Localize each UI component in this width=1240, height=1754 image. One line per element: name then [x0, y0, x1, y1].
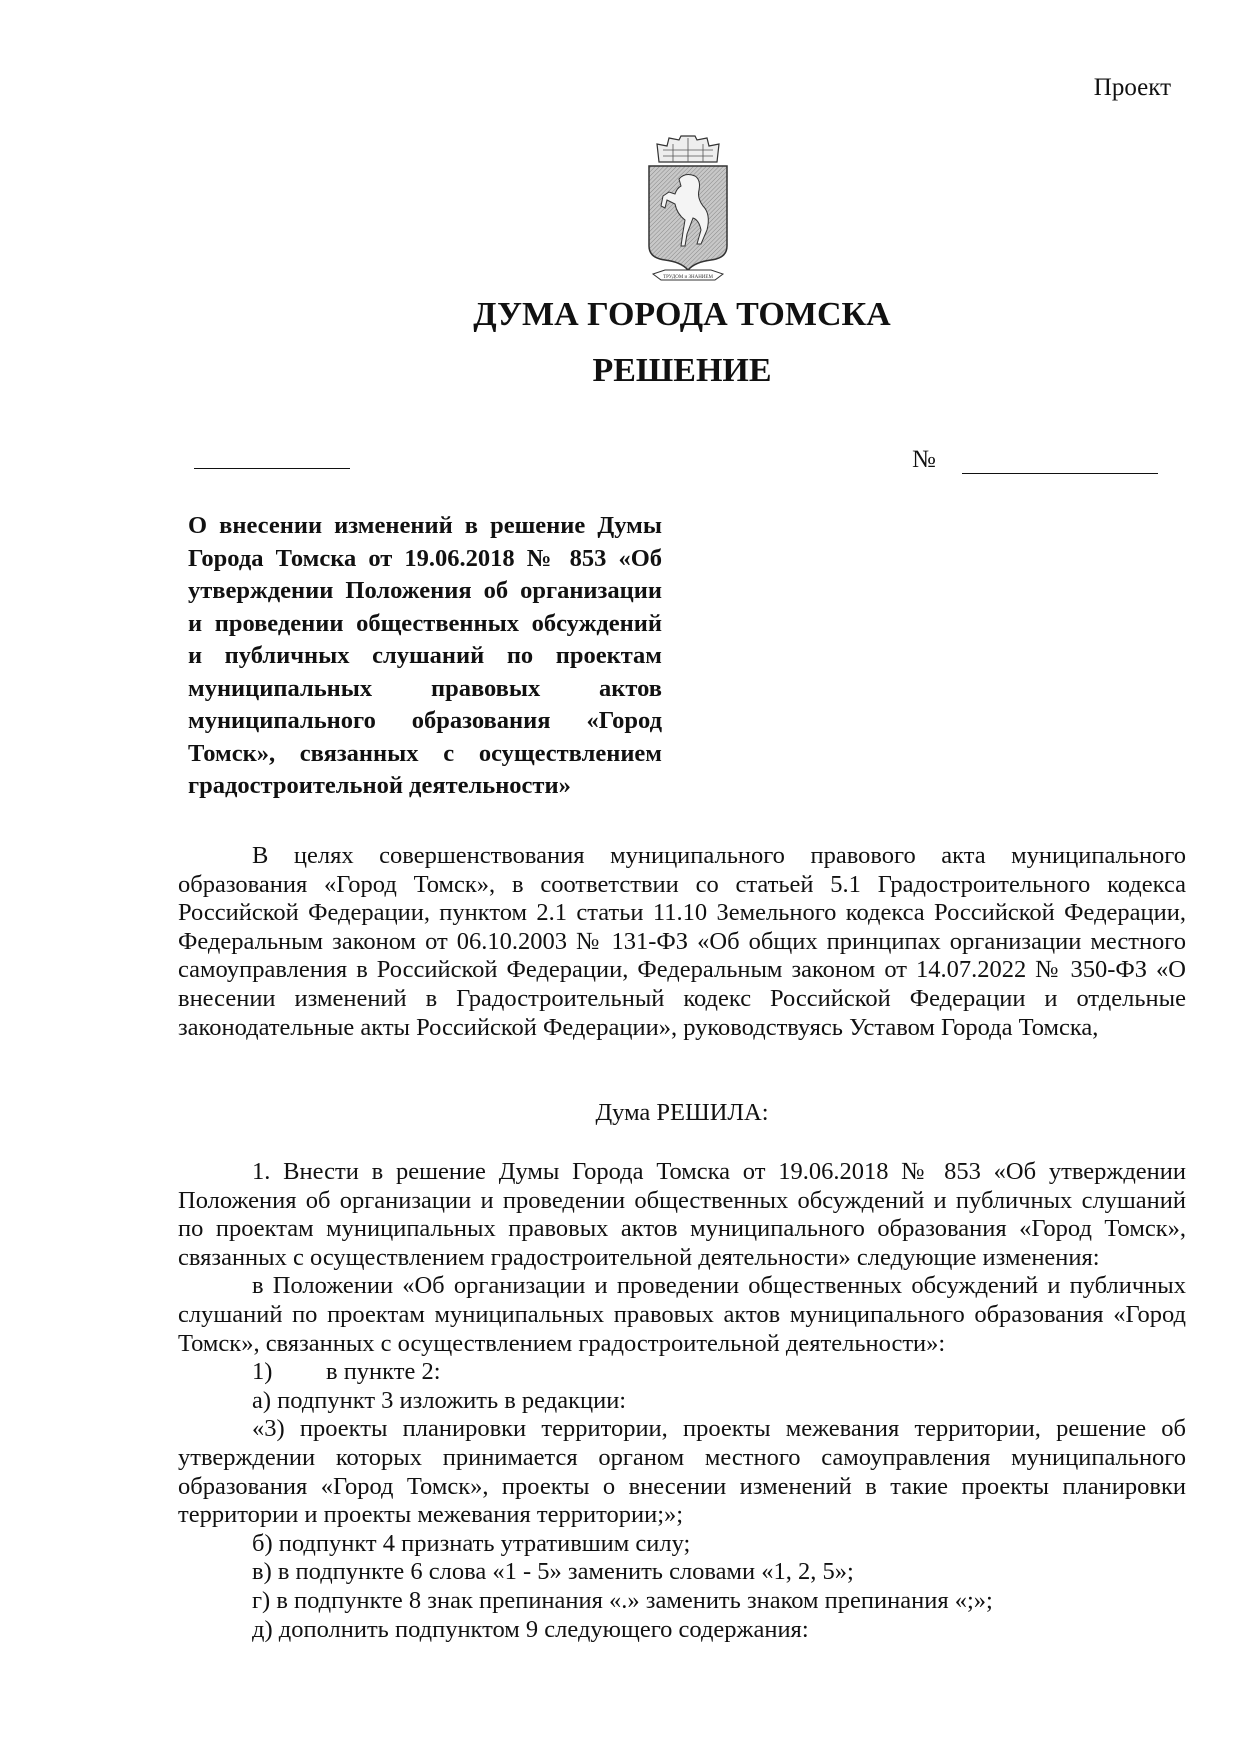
number-field-line — [962, 451, 1158, 474]
number-field — [912, 446, 1158, 474]
document-type: РЕШЕНИЕ — [592, 352, 772, 389]
paragraph: в Положении «Об организации и проведении общественных обсуждений и публичных слушаний по проектам муниципальных правовых актов муниципального образования «Город Томск», связанных с осуществлением градостроительной деятельности»: — [178, 1272, 1186, 1357]
emblem-motto: ТРУДОМ и ЗНАНИЕМ — [663, 275, 713, 280]
resolved-heading: Дума РЕШИЛА: — [595, 1099, 769, 1126]
list-item — [178, 1358, 1186, 1387]
quoted-paragraph: «3) проекты планировки территории, проекты межевания территории, решение об утверждении которых принимается органом местного самоуправления муниципального образования «Город Томск», проекты о внесении изменений в такие проекты планировки территории и проекты межевания территории;»; — [178, 1415, 1186, 1529]
item-number: 1) — [252, 1358, 273, 1386]
preamble — [178, 842, 1186, 1042]
list-item: б) подпункт 4 признать утратившим силу; — [252, 1529, 691, 1557]
document-title: О внесении изменений в решение Думы Города Томска от 19.06.2018 № 853 «Об утверждении Положения об организации и проведении общественных обсуждений и публичных слушаний по проектам муниципальных правовых актов муниципального образования «Город Томск», связанных с осуществлением градостроительной деятельности» — [188, 512, 662, 799]
draft-label: Проект — [1093, 74, 1171, 101]
date-field-line — [194, 448, 350, 469]
section-1 — [178, 1158, 1186, 1644]
preamble-paragraph: В целях совершенствования муниципального правового акта муниципального образования «Город Томск», в соответствии со статьей 5.1 Градостроительного кодекса Российской Федерации, пунктом 2.1 статьи 11.10 Земельного кодекса Российской Федерации, Федеральным законом от 06.10.2003 № 131-ФЗ «Об общих принципах организации местного самоуправления в Российской Федерации, Федеральным законом от 14.07.2022 № 350-ФЗ «О внесении изменений в Градостроительный кодекс Российской Федерации и отдельные законодательные акты Российской Федерации», руководствуясь Уставом Города Томска, — [178, 842, 1186, 1041]
number-sign: № — [912, 446, 936, 473]
list-item: г) в подпункте 8 знак препинания «.» заменить знаком препинания «;»; — [252, 1586, 993, 1614]
paragraph: 1. Внести в решение Думы Города Томска от 19.06.2018 № 853 «Об утверждении Положения об организации и проведении общественных обсуждений и публичных слушаний по проектам муниципальных правовых актов муниципального образования «Город Томск», связанных с осуществлением градостроительной деятельности» следующие изменения: — [178, 1158, 1186, 1271]
list-item: в) в подпункте 6 слова «1 - 5» заменить словами «1, 2, 5»; — [252, 1558, 854, 1586]
list-item: а) подпункт 3 изложить в редакции: — [252, 1386, 627, 1414]
tomsk-coat-of-arms-emblem — [645, 134, 731, 288]
list-item: д) дополнить подпунктом 9 следующего содержания: — [252, 1615, 809, 1643]
council-name: ДУМА ГОРОДА ТОМСКА — [473, 296, 891, 333]
item-text: в пункте 2: — [326, 1358, 441, 1386]
